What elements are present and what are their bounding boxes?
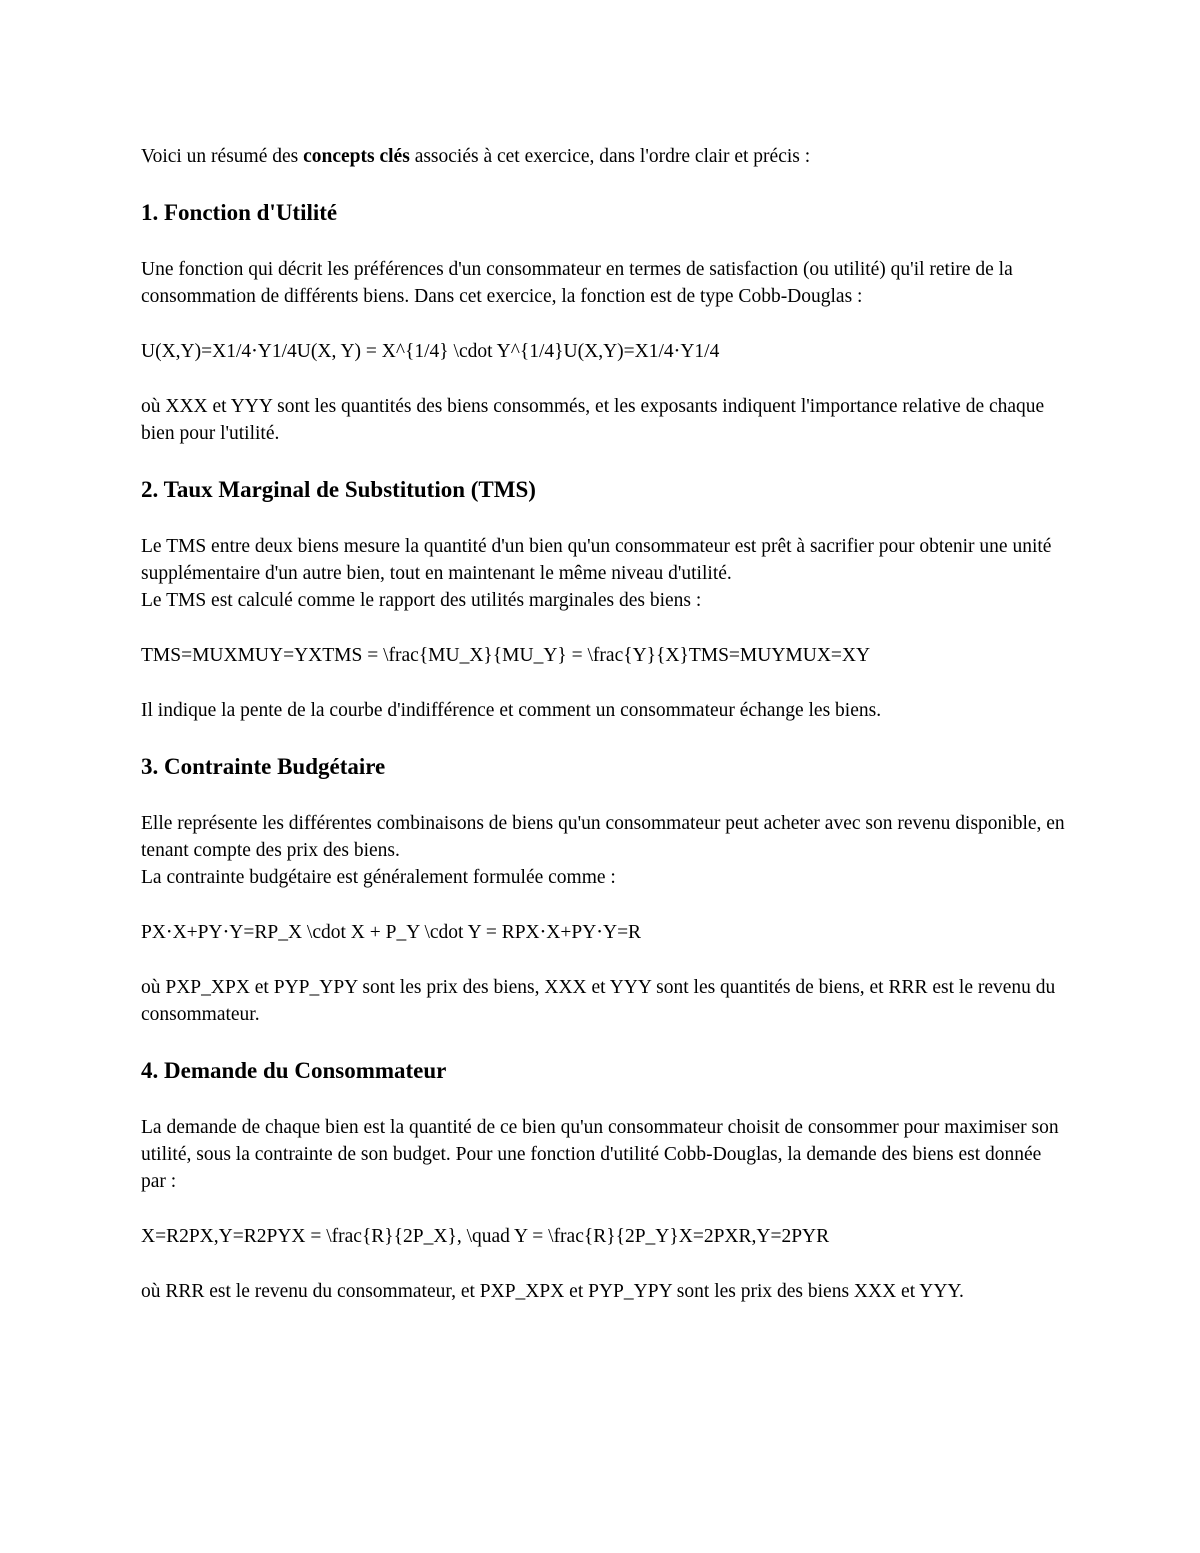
section-utility-description: Une fonction qui décrit les préférences d'un consommateur en termes de satisfaction (ou utilité) qu'il retire de la consommation de différents biens. Dans cet exercice, la fonction est de type Cobb-Douglas : [141, 259, 1013, 307]
section-tms-description-2: Le TMS est calculé comme le rapport des utilités marginales des biens : [141, 590, 702, 611]
document-body [141, 143, 1066, 1333]
section-budget-description: Elle représente les différentes combinaisons de biens qu'un consommateur peut acheter avec son revenu disponible, en tenant compte des prix des biens. [141, 813, 1065, 861]
intro-text-after: associés à cet exercice, dans l'ordre clair et précis : [409, 146, 811, 167]
intro-paragraph [141, 143, 1066, 170]
section-tms-explanation: Il indique la pente de la courbe d'indifférence et comment un consommateur échange les biens. [141, 700, 882, 721]
section-demand-description: La demande de chaque bien est la quantité de ce bien qu'un consommateur choisit de consommer pour maximiser son utilité, sous la contrainte de son budget. Pour une fonction d'utilité Cobb-Douglas, la demande des biens est donnée par : [141, 1117, 1059, 1192]
section-tms-formula: TMS=MUXMUY=YXTMS = \frac{MU_X}{MU_Y} = \frac{Y}{X}TMS=MUYMUX=XY [141, 645, 871, 666]
section-budget-formula: PX⋅X+PY⋅Y=RP_X \cdot X + P_Y \cdot Y = RPX⋅X+PY⋅Y=R [141, 922, 642, 943]
section-demand-formula: X=R2PX,Y=R2PYX = \frac{R}{2P_X}, \quad Y = \frac{R}{2P_Y}X=2PXR,Y=2PYR [141, 1226, 830, 1247]
section-budget-explanation: où PXP_XPX et PYP_YPY sont les prix des biens, XXX et YYY sont les quantités de biens, et RRR est le revenu du consommateur. [141, 977, 1056, 1025]
section-utility-explanation: où XXX et YYY sont les quantités des biens consommés, et les exposants indiquent l'importance relative de chaque bien pour l'utilité. [141, 396, 1045, 444]
section-heading-tms: 2. Taux Marginal de Substitution (TMS) [141, 477, 536, 502]
section-demand-explanation: où RRR est le revenu du consommateur, et PXP_XPX et PYP_YPY sont les prix des biens XXX et YYY. [141, 1281, 964, 1302]
section-heading-budget: 3. Contrainte Budgétaire [141, 754, 386, 779]
section-utility-formula: U(X,Y)=X1/4⋅Y1/4U(X, Y) = X^{1/4} \cdot Y^{1/4}U(X,Y)=X1/4⋅Y1/4 [141, 341, 720, 362]
intro-text-before: Voici un résumé des [141, 146, 304, 167]
section-heading-utility: 1. Fonction d'Utilité [141, 200, 338, 225]
intro-bold-keyword: concepts clés [303, 146, 410, 167]
section-heading-demand: 4. Demande du Consommateur [141, 1058, 447, 1083]
section-tms-description: Le TMS entre deux biens mesure la quantité d'un bien qu'un consommateur est prêt à sacrifier pour obtenir une unité supplémentaire d'un autre bien, tout en maintenant le même niveau d'utilité. [141, 536, 1052, 584]
section-budget-description-2: La contrainte budgétaire est généralement formulée comme : [141, 867, 616, 888]
